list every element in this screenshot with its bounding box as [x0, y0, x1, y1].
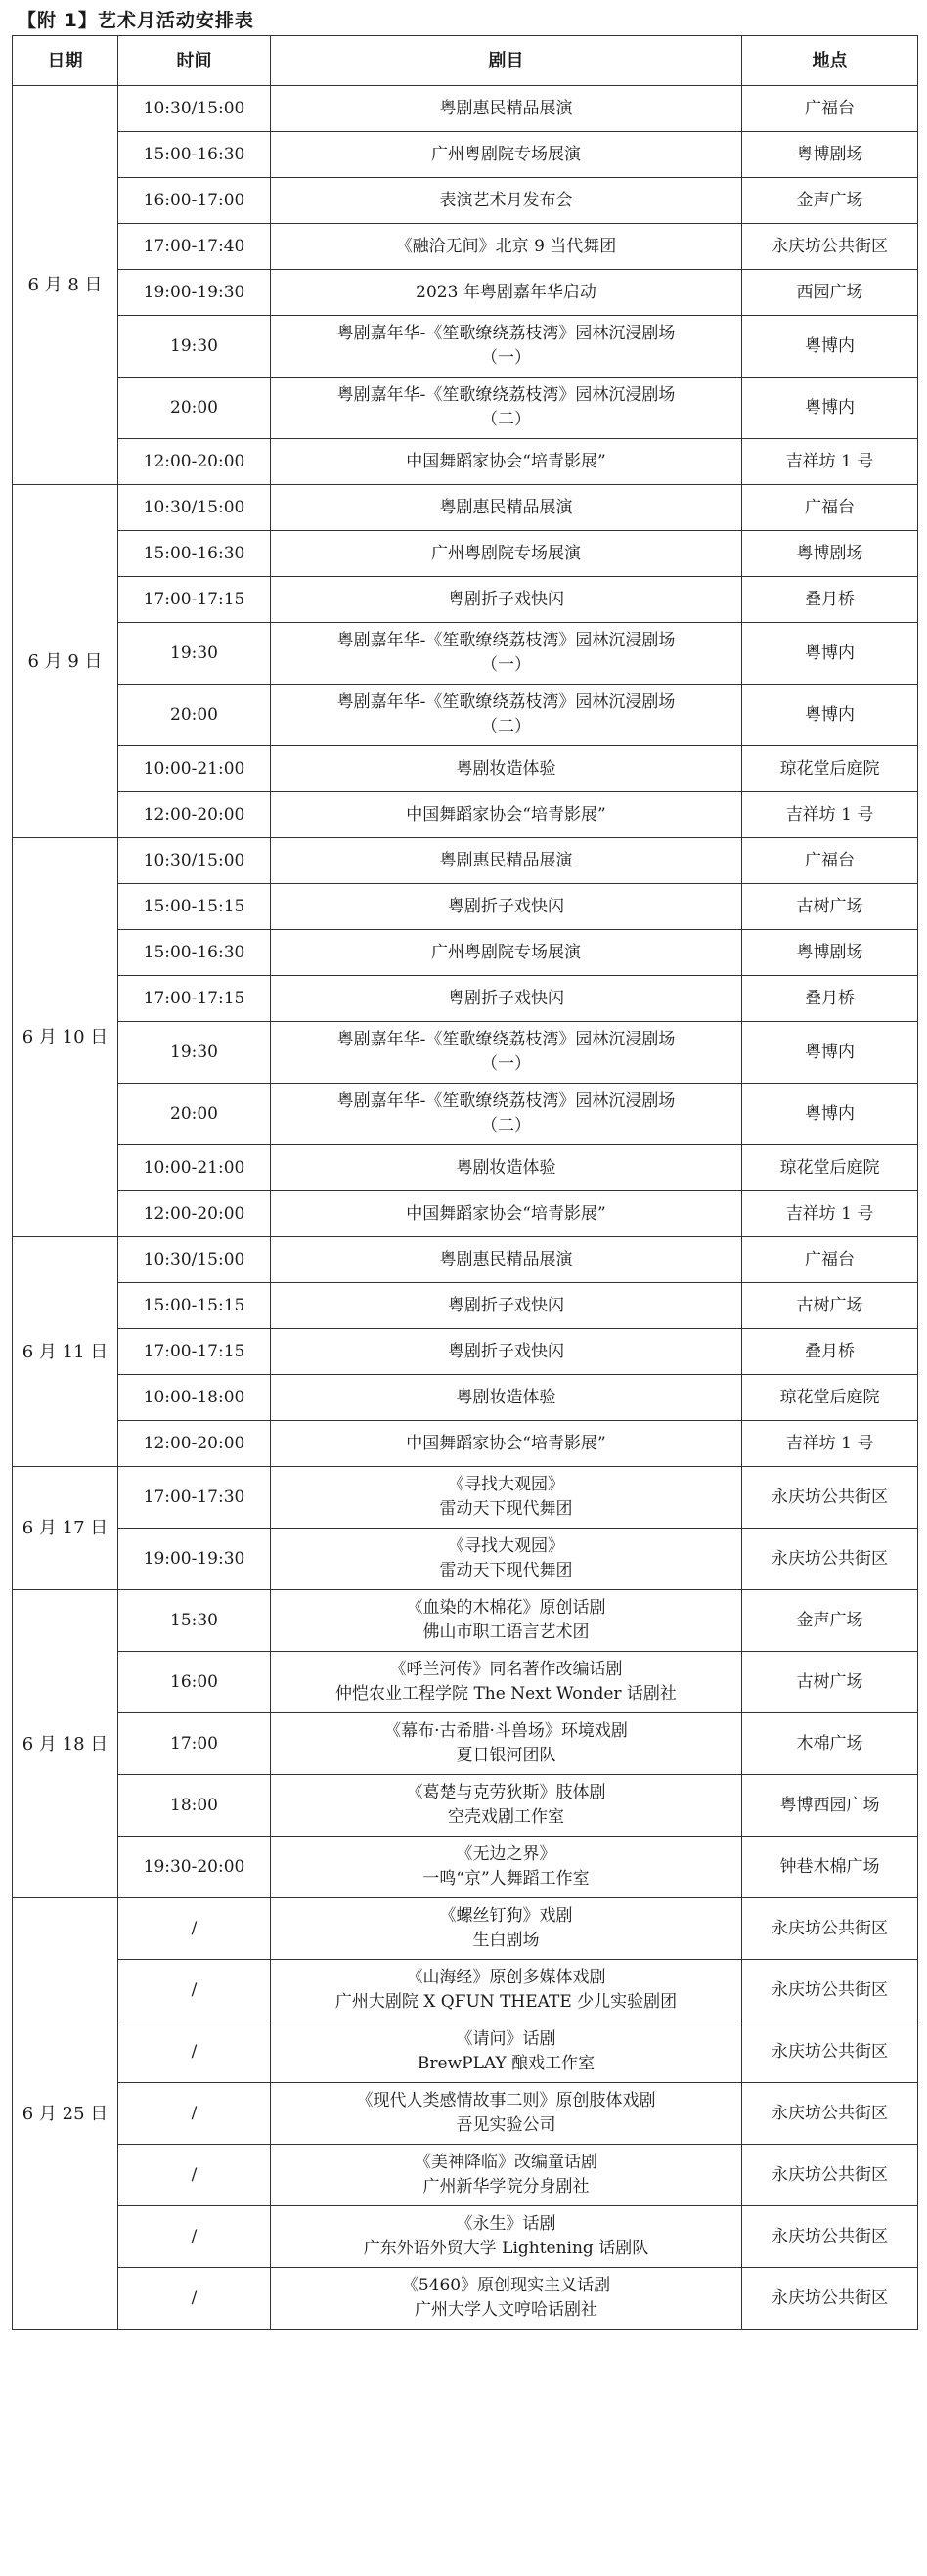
- venue-cell: 叠月桥: [742, 1329, 918, 1375]
- program-line: 粤剧惠民精品展演: [439, 1249, 573, 1269]
- program-line: 广州新华学院分身剧社: [422, 2177, 590, 2197]
- header-time: 时间: [118, 36, 271, 86]
- program-cell: [271, 132, 742, 178]
- time-cell: 17:00-17:40: [118, 224, 271, 270]
- program-cell: [271, 378, 742, 439]
- time-cell: /: [118, 2145, 271, 2206]
- time-cell: 12:00-20:00: [118, 792, 271, 838]
- program-cell: [271, 884, 742, 930]
- venue-cell: 永庆坊公共街区: [742, 2145, 918, 2206]
- time-cell: 15:00-15:15: [118, 884, 271, 930]
- program-line: 《寻找大观园》: [448, 1475, 564, 1494]
- program-line: 粤剧折子戏快闪: [448, 589, 564, 609]
- program-line: 《螺丝钉狗》戏剧: [439, 1906, 573, 1926]
- table-row: [13, 2145, 918, 2206]
- table-row: [13, 1421, 918, 1467]
- venue-cell: 永庆坊公共街区: [742, 2206, 918, 2268]
- program-cell: [271, 224, 742, 270]
- program-cell: [271, 1084, 742, 1145]
- table-row: [13, 930, 918, 976]
- schedule-table: [12, 35, 918, 2330]
- program-line: （二）: [481, 410, 531, 429]
- table-row: [13, 485, 918, 531]
- time-cell: 20:00: [118, 685, 271, 746]
- table-row: [13, 746, 918, 792]
- program-line: 中国舞蹈家协会“培青影展”: [406, 804, 606, 824]
- program-line: （二）: [481, 1116, 531, 1135]
- time-cell: 10:00-21:00: [118, 1145, 271, 1191]
- table-row: [13, 1237, 918, 1283]
- table-row: [13, 378, 918, 439]
- program-line: 《融洽无间》北京 9 当代舞团: [395, 236, 617, 256]
- table-row: [13, 2206, 918, 2268]
- venue-cell: 粤博内: [742, 623, 918, 685]
- program-cell: [271, 838, 742, 884]
- program-line: 吾见实验公司: [456, 2115, 556, 2135]
- table-row: [13, 1590, 918, 1652]
- date-cell: 6 月 25 日: [13, 1898, 118, 2330]
- program-cell: [271, 2268, 742, 2330]
- date-cell: 6 月 9 日: [13, 485, 118, 838]
- program-cell: [271, 1191, 742, 1237]
- table-row: [13, 1084, 918, 1145]
- table-row: [13, 976, 918, 1022]
- program-cell: [271, 316, 742, 378]
- program-line: 广东外语外贸大学 Lightening 话剧队: [363, 2239, 649, 2258]
- venue-cell: 古树广场: [742, 1283, 918, 1329]
- program-cell: [271, 1713, 742, 1775]
- date-cell: 6 月 18 日: [13, 1590, 118, 1898]
- program-line: 粤剧折子戏快闪: [448, 988, 564, 1008]
- program-line: 生白剧场: [472, 1931, 540, 1950]
- time-cell: 19:00-19:30: [118, 1529, 271, 1590]
- program-line: 广州粤剧院专场展演: [431, 543, 581, 563]
- time-cell: 10:30/15:00: [118, 838, 271, 884]
- program-cell: [271, 577, 742, 623]
- venue-cell: 永庆坊公共街区: [742, 2021, 918, 2083]
- program-cell: [271, 1652, 742, 1713]
- program-cell: [271, 1960, 742, 2021]
- venue-cell: 粤博剧场: [742, 132, 918, 178]
- time-cell: 17:00-17:15: [118, 1329, 271, 1375]
- program-cell: [271, 685, 742, 746]
- venue-cell: 叠月桥: [742, 577, 918, 623]
- program-cell: [271, 1775, 742, 1837]
- program-line: 《美神降临》改编童话剧: [415, 2153, 597, 2172]
- program-line: 《5460》原创现实主义话剧: [401, 2276, 611, 2295]
- table-row: [13, 1775, 918, 1837]
- time-cell: 10:30/15:00: [118, 1237, 271, 1283]
- time-cell: 16:00: [118, 1652, 271, 1713]
- date-cell: 6 月 8 日: [13, 86, 118, 485]
- program-line: 粤剧折子戏快闪: [448, 896, 564, 916]
- table-row: [13, 623, 918, 685]
- program-line: 《请问》话剧: [456, 2029, 556, 2049]
- program-line: BrewPLAY 酿戏工作室: [417, 2054, 596, 2073]
- program-line: 《无边之界》: [456, 1844, 556, 1864]
- venue-cell: 永庆坊公共街区: [742, 2083, 918, 2145]
- program-cell: [271, 1529, 742, 1590]
- table-row: [13, 224, 918, 270]
- time-cell: 12:00-20:00: [118, 1421, 271, 1467]
- program-line: 2023 年粤剧嘉年华启动: [416, 282, 596, 302]
- program-line: （一）: [481, 1054, 531, 1074]
- table-row: [13, 132, 918, 178]
- table-row: [13, 1898, 918, 1960]
- table-row: [13, 1191, 918, 1237]
- table-row: [13, 1375, 918, 1421]
- table-row: [13, 1837, 918, 1898]
- venue-cell: 永庆坊公共街区: [742, 1898, 918, 1960]
- program-cell: [271, 2083, 742, 2145]
- table-row: [13, 685, 918, 746]
- program-cell: [271, 86, 742, 132]
- venue-cell: 永庆坊公共街区: [742, 2268, 918, 2330]
- time-cell: 10:00-21:00: [118, 746, 271, 792]
- program-cell: [271, 270, 742, 316]
- program-cell: [271, 1898, 742, 1960]
- time-cell: 15:00-16:30: [118, 531, 271, 577]
- program-cell: [271, 1467, 742, 1529]
- program-cell: [271, 623, 742, 685]
- venue-cell: 永庆坊公共街区: [742, 1529, 918, 1590]
- program-line: 广州大学人文哼哈话剧社: [415, 2300, 597, 2320]
- table-row: [13, 439, 918, 485]
- page-title: 【附 1】艺术月活动安排表: [18, 10, 254, 31]
- header-date: 日期: [13, 36, 118, 86]
- program-line: （一）: [481, 348, 531, 368]
- table-row: [13, 2021, 918, 2083]
- venue-cell: 粤博内: [742, 316, 918, 378]
- venue-cell: 琼花堂后庭院: [742, 1145, 918, 1191]
- time-cell: 17:00-17:15: [118, 976, 271, 1022]
- program-line: 粤剧妆造体验: [456, 1157, 556, 1177]
- program-line: （一）: [481, 655, 531, 675]
- program-cell: [271, 1375, 742, 1421]
- program-line: 《葛楚与克劳狄斯》肢体剧: [406, 1783, 606, 1802]
- program-line: 一鸣“京”人舞蹈工作室: [422, 1869, 590, 1888]
- program-line: 《呼兰河传》同名著作改编话剧: [389, 1660, 623, 1679]
- program-line: 空壳戏剧工作室: [448, 1807, 564, 1827]
- header-program: 剧目: [271, 36, 742, 86]
- date-cell: 6 月 17 日: [13, 1467, 118, 1590]
- program-line: 中国舞蹈家协会“培青影展”: [406, 1433, 606, 1453]
- time-cell: /: [118, 2268, 271, 2330]
- time-cell: 15:00-16:30: [118, 132, 271, 178]
- venue-cell: 钟巷木棉广场: [742, 1837, 918, 1898]
- program-cell: [271, 2021, 742, 2083]
- program-line: 粤剧惠民精品展演: [439, 850, 573, 870]
- table-row: [13, 1145, 918, 1191]
- table-row: [13, 2083, 918, 2145]
- venue-cell: 广福台: [742, 838, 918, 884]
- program-line: 仲恺农业工程学院 The Next Wonder 话剧社: [335, 1684, 677, 1704]
- header-venue: 地点: [742, 36, 918, 86]
- program-line: 粤剧折子戏快闪: [448, 1341, 564, 1361]
- program-line: 广州大剧院 X QFUN THEATE 少儿实验剧团: [334, 1992, 678, 2012]
- program-line: 粤剧嘉年华-《笙歌缭绕荔枝湾》园林沉浸剧场: [336, 631, 676, 650]
- program-line: 《现代人类感情故事二则》原创肢体戏剧: [356, 2091, 656, 2110]
- venue-cell: 粤博内: [742, 685, 918, 746]
- program-line: 粤剧嘉年华-《笙歌缭绕荔枝湾》园林沉浸剧场: [336, 1091, 676, 1111]
- time-cell: 19:30: [118, 1022, 271, 1084]
- program-line: （二）: [481, 717, 531, 736]
- venue-cell: 吉祥坊 1 号: [742, 1191, 918, 1237]
- venue-cell: 西园广场: [742, 270, 918, 316]
- program-line: 夏日银河团队: [456, 1746, 556, 1765]
- program-cell: [271, 1145, 742, 1191]
- program-cell: [271, 1283, 742, 1329]
- program-cell: [271, 746, 742, 792]
- table-row: [13, 1329, 918, 1375]
- program-cell: [271, 1237, 742, 1283]
- venue-cell: 琼花堂后庭院: [742, 1375, 918, 1421]
- table-row: [13, 531, 918, 577]
- program-line: 粤剧妆造体验: [456, 758, 556, 778]
- time-cell: 12:00-20:00: [118, 1191, 271, 1237]
- table-row: [13, 1713, 918, 1775]
- table-row: [13, 2268, 918, 2330]
- program-cell: [271, 178, 742, 224]
- program-line: 佛山市职工语言艺术团: [422, 1622, 590, 1642]
- venue-cell: 粤博内: [742, 378, 918, 439]
- program-line: 粤剧嘉年华-《笙歌缭绕荔枝湾》园林沉浸剧场: [336, 385, 676, 405]
- date-cell: 6 月 10 日: [13, 838, 118, 1237]
- table-row: [13, 178, 918, 224]
- time-cell: /: [118, 2206, 271, 2268]
- program-cell: [271, 2206, 742, 2268]
- table-row: [13, 1652, 918, 1713]
- time-cell: 17:00-17:30: [118, 1467, 271, 1529]
- time-cell: 17:00-17:15: [118, 577, 271, 623]
- table-row: [13, 1960, 918, 2021]
- table-row: [13, 1283, 918, 1329]
- program-line: 广州粤剧院专场展演: [431, 144, 581, 164]
- time-cell: 17:00: [118, 1713, 271, 1775]
- venue-cell: 广福台: [742, 485, 918, 531]
- table-row: [13, 270, 918, 316]
- table-header-row: [13, 36, 918, 86]
- program-cell: [271, 2145, 742, 2206]
- time-cell: /: [118, 2021, 271, 2083]
- time-cell: 10:00-18:00: [118, 1375, 271, 1421]
- table-body: [13, 86, 918, 2330]
- program-cell: [271, 976, 742, 1022]
- table-row: [13, 577, 918, 623]
- table-row: [13, 792, 918, 838]
- program-line: 《血染的木棉花》原创话剧: [406, 1598, 606, 1618]
- venue-cell: 吉祥坊 1 号: [742, 1421, 918, 1467]
- program-line: 粤剧嘉年华-《笙歌缭绕荔枝湾》园林沉浸剧场: [336, 324, 676, 343]
- time-cell: 19:00-19:30: [118, 270, 271, 316]
- venue-cell: 粤博内: [742, 1084, 918, 1145]
- table-row: [13, 316, 918, 378]
- time-cell: 19:30: [118, 316, 271, 378]
- program-line: 中国舞蹈家协会“培青影展”: [406, 1203, 606, 1223]
- time-cell: /: [118, 2083, 271, 2145]
- program-line: 粤剧惠民精品展演: [439, 497, 573, 517]
- time-cell: 15:30: [118, 1590, 271, 1652]
- time-cell: /: [118, 1898, 271, 1960]
- program-cell: [271, 1837, 742, 1898]
- program-line: 《山海经》原创多媒体戏剧: [406, 1968, 606, 1987]
- program-line: 粤剧嘉年华-《笙歌缭绕荔枝湾》园林沉浸剧场: [336, 692, 676, 712]
- program-cell: [271, 930, 742, 976]
- program-cell: [271, 1421, 742, 1467]
- venue-cell: 叠月桥: [742, 976, 918, 1022]
- time-cell: 16:00-17:00: [118, 178, 271, 224]
- program-cell: [271, 792, 742, 838]
- time-cell: 10:30/15:00: [118, 485, 271, 531]
- date-cell: 6 月 11 日: [13, 1237, 118, 1467]
- time-cell: 12:00-20:00: [118, 439, 271, 485]
- venue-cell: 永庆坊公共街区: [742, 1467, 918, 1529]
- table-row: [13, 838, 918, 884]
- time-cell: 15:00-16:30: [118, 930, 271, 976]
- venue-cell: 广福台: [742, 1237, 918, 1283]
- program-cell: [271, 1329, 742, 1375]
- time-cell: 20:00: [118, 1084, 271, 1145]
- table-row: [13, 884, 918, 930]
- table-row: [13, 86, 918, 132]
- venue-cell: 粤博剧场: [742, 930, 918, 976]
- venue-cell: 粤博剧场: [742, 531, 918, 577]
- venue-cell: 古树广场: [742, 1652, 918, 1713]
- program-line: 中国舞蹈家协会“培青影展”: [406, 451, 606, 471]
- program-line: 表演艺术月发布会: [439, 190, 573, 210]
- venue-cell: 木棉广场: [742, 1713, 918, 1775]
- venue-cell: 粤博西园广场: [742, 1775, 918, 1837]
- venue-cell: 吉祥坊 1 号: [742, 792, 918, 838]
- program-cell: [271, 439, 742, 485]
- venue-cell: 金声广场: [742, 178, 918, 224]
- time-cell: 19:30: [118, 623, 271, 685]
- time-cell: /: [118, 1960, 271, 2021]
- venue-cell: 吉祥坊 1 号: [742, 439, 918, 485]
- time-cell: 19:30-20:00: [118, 1837, 271, 1898]
- program-cell: [271, 485, 742, 531]
- program-line: 粤剧妆造体验: [456, 1387, 556, 1407]
- program-line: 粤剧惠民精品展演: [439, 98, 573, 118]
- program-line: 粤剧折子戏快闪: [448, 1295, 564, 1315]
- program-line: 《永生》话剧: [456, 2214, 556, 2234]
- time-cell: 20:00: [118, 378, 271, 439]
- venue-cell: 永庆坊公共街区: [742, 224, 918, 270]
- venue-cell: 金声广场: [742, 1590, 918, 1652]
- time-cell: 18:00: [118, 1775, 271, 1837]
- table-row: [13, 1467, 918, 1529]
- program-line: 《幕布·古希腊·斗兽场》环境戏剧: [384, 1721, 628, 1741]
- table-row: [13, 1022, 918, 1084]
- program-line: 雷动天下现代舞团: [439, 1499, 573, 1519]
- time-cell: 15:00-15:15: [118, 1283, 271, 1329]
- table-row: [13, 1529, 918, 1590]
- program-line: 广州粤剧院专场展演: [431, 942, 581, 962]
- program-cell: [271, 1022, 742, 1084]
- venue-cell: 广福台: [742, 86, 918, 132]
- venue-cell: 琼花堂后庭院: [742, 746, 918, 792]
- venue-cell: 古树广场: [742, 884, 918, 930]
- program-line: 《寻找大观园》: [448, 1536, 564, 1556]
- venue-cell: 永庆坊公共街区: [742, 1960, 918, 2021]
- program-cell: [271, 531, 742, 577]
- program-line: 粤剧嘉年华-《笙歌缭绕荔枝湾》园林沉浸剧场: [336, 1030, 676, 1049]
- venue-cell: 粤博内: [742, 1022, 918, 1084]
- program-line: 雷动天下现代舞团: [439, 1561, 573, 1580]
- program-cell: [271, 1590, 742, 1652]
- time-cell: 10:30/15:00: [118, 86, 271, 132]
